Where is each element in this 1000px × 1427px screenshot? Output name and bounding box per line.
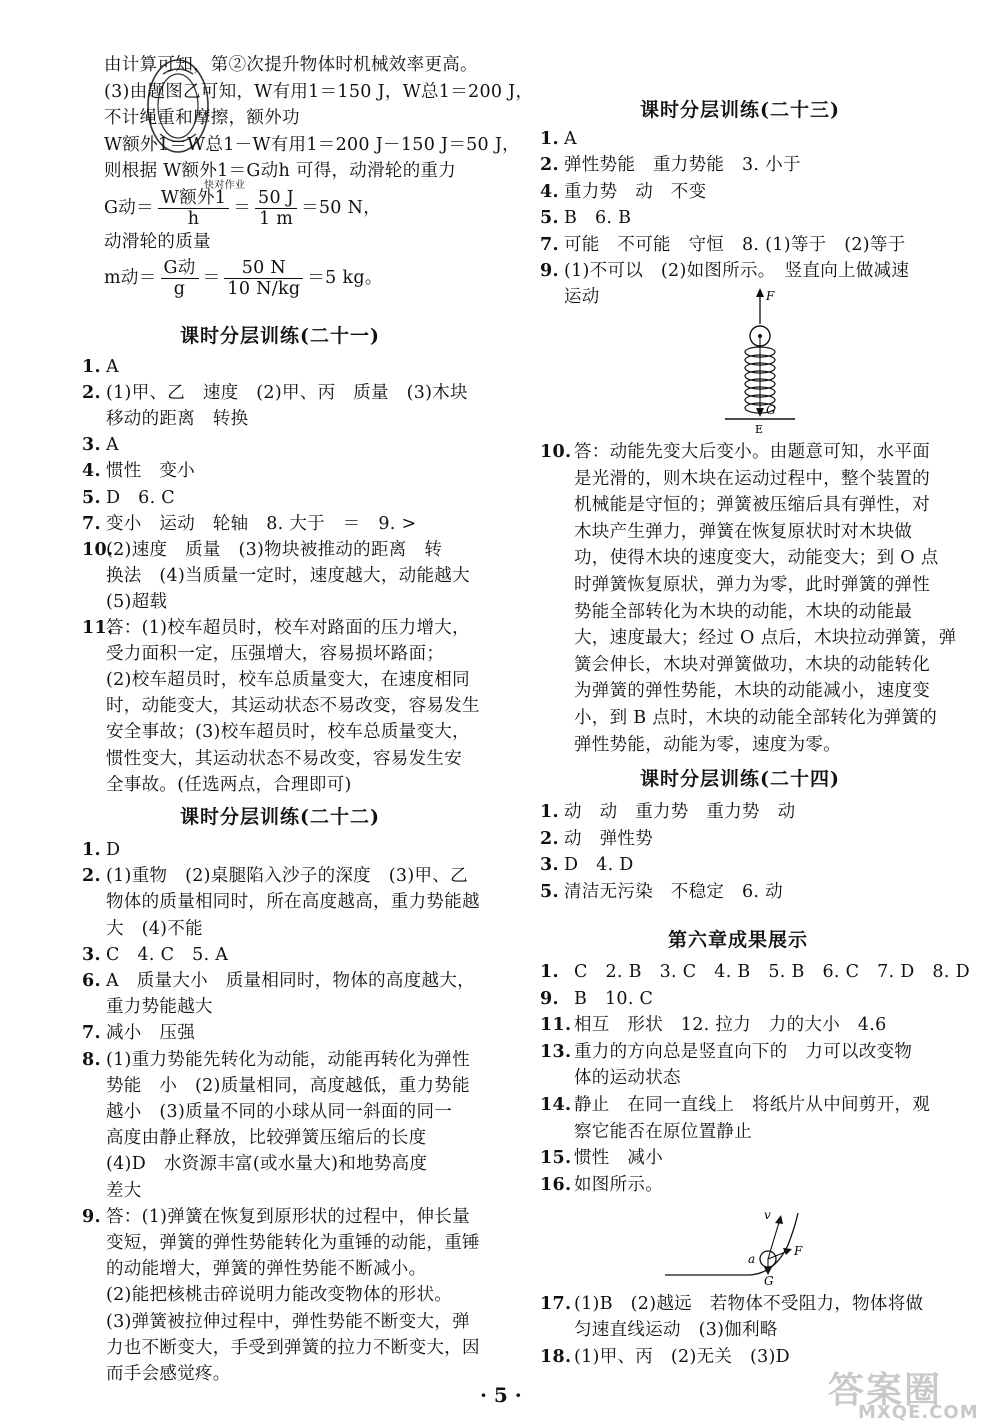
spring-force-diagram	[720, 286, 800, 436]
page-number: · 5 ·	[480, 1383, 522, 1407]
sec23b-item-line	[540, 440, 930, 464]
sec23-item-text: A	[564, 129, 577, 149]
section-title-24: 课时分层训练(二十四)	[640, 768, 840, 790]
sec23b-item-line	[540, 653, 930, 677]
sec22-item-line	[82, 995, 213, 1019]
sec21-item-number: 4.	[82, 461, 101, 482]
sec21-item-number: 7.	[82, 513, 101, 534]
intro-line-4: W额外1＝W总1－W有用1＝200 J－150 J＝50 J，	[104, 135, 520, 155]
chapter-6-title: 第六章成果展示	[668, 929, 809, 951]
intro-line-1: 由计算可知，第②次提升物体时机械效率更高。	[104, 55, 478, 75]
sec21-item-number: 11.	[82, 618, 114, 638]
sec22-item-line	[82, 1336, 480, 1360]
sec22-item-number: 1.	[82, 840, 101, 860]
sec21-item-line	[82, 355, 119, 379]
sec23-item-line	[540, 285, 600, 309]
ch6b-item-text: (1)B (2)越远 若物体不受阻力，物体将做	[574, 1294, 924, 1314]
ch6-item-text: 体的运动状态	[574, 1068, 681, 1089]
sec22-item-text: 而手会感觉疼。	[106, 1364, 231, 1384]
ch6b-item-text: 匀速直线运动 (3)伽利略	[574, 1320, 778, 1341]
sec22-item-text: 答：(1)弹簧在恢复到原形状的过程中，伸长量	[106, 1206, 470, 1227]
sec22-item-number: 2.	[82, 866, 101, 887]
ch6b-item-line	[540, 1318, 778, 1342]
sec21-item-line	[82, 694, 480, 718]
ch6-item-line	[540, 1040, 912, 1064]
ch6-item-text: 如图所示。	[574, 1174, 663, 1195]
sec22-item-text: 差大	[106, 1180, 142, 1201]
sec22-item-line	[82, 1257, 426, 1281]
ch6b-item-number: 17.	[540, 1294, 572, 1314]
ch6-item-line	[540, 1066, 681, 1090]
ch6-item-number: 14.	[540, 1095, 572, 1115]
sec22-item-line	[82, 1310, 470, 1334]
sec22-item-text: 的动能增大，弹簧的弹性势能不断减小。	[106, 1259, 427, 1280]
sec22-item-number: 7.	[82, 1023, 101, 1044]
sec21-item-line	[82, 538, 442, 562]
sec21-item-text: (1)甲、乙 速度 (2)甲、丙 质量 (3)木块	[106, 383, 468, 404]
sec23-item-text: 重力势 动 不变	[564, 181, 707, 202]
ch6b-item-number: 18.	[540, 1346, 572, 1367]
sec23-item-text: 运动	[564, 287, 600, 308]
ground-e-label: E	[755, 423, 764, 436]
sec22-item-text: 变短，弹簧的弹性势能转化为重锤的动能，重锤	[106, 1233, 480, 1253]
sec22-item-text: C 4. C 5. A	[106, 944, 229, 965]
sec23b-item-text: 大，速度最大；经过 O 点后，木块拉动弹簧，弹	[574, 628, 957, 649]
sec21-item-text: A	[106, 357, 119, 377]
intro-line-2: (3)由题图乙可知，W有用1＝150 J，W总1＝200 J，	[104, 82, 534, 102]
sec23-item-line	[540, 259, 909, 283]
sec22-item-line	[82, 1362, 231, 1386]
sec23-item-line	[540, 127, 577, 151]
ch6-item-text: C 2. B 3. C 4. B 5. B 6. C 7. D 8. D	[574, 962, 970, 982]
sec21-item-text: A	[106, 435, 119, 456]
sec22-item-line	[82, 917, 203, 941]
watermark-url: MXQE.COM	[858, 1402, 979, 1423]
intro-line-3: 不计绳重和摩擦，额外功	[104, 108, 300, 128]
sec21-item-number: 10.	[82, 539, 114, 560]
ch6-item-line	[540, 960, 970, 984]
ch6-item-text: 察它能否在原位置静止	[574, 1121, 752, 1142]
sec22-item-line	[82, 1126, 426, 1150]
sec22-item-line	[82, 969, 475, 993]
sec24-item-number: 3.	[540, 855, 559, 876]
sec23b-item-line	[540, 626, 956, 650]
sec22-item-line	[82, 1179, 142, 1203]
sec22-item-text: 高度由静止释放，比较弹簧压缩后的长度	[106, 1128, 427, 1149]
sec23b-item-text: 时弹簧恢复原状，弹力为零，此时弹簧的弹性	[574, 575, 930, 595]
sec23-item-number: 1.	[540, 129, 559, 149]
sec21-item-line	[82, 512, 416, 536]
sec23-item-text: 弹性势能 重力势能 3. 小于	[564, 155, 801, 176]
ch6-item-text: 重力的方向总是竖直向下的 力可以改变物	[574, 1041, 913, 1062]
sec22-item-line	[82, 838, 120, 862]
sec24-item-number: 1.	[540, 802, 559, 822]
sec21-item-text: (2)速度 质量 (3)物块被推动的距离 转	[106, 539, 443, 560]
ch6-item-number: 1.	[540, 962, 559, 982]
sec22-item-text: (1)重力势能先转化为动能，动能再转化为弹性	[106, 1049, 470, 1070]
sec23b-item-line	[540, 600, 912, 624]
ch6b-item-text: (1)甲、丙 (2)无关 (3)D	[574, 1346, 790, 1367]
sec21-item-text: 全事故。(任选两点，合理即可)	[106, 774, 352, 795]
point-a-label: a	[748, 1252, 756, 1266]
sec22-item-text: 势能 小 (2)质量相同，高度越低，重力势能	[106, 1075, 470, 1096]
sec23-item-number: 4.	[540, 181, 559, 202]
stamp-text: 快对作业	[204, 180, 246, 191]
sec21-item-line	[82, 773, 352, 797]
sec22-item-text: (2)能把核桃击碎说明力能改变物体的形状。	[106, 1285, 453, 1306]
sec23-item-line	[540, 153, 801, 177]
gravity-g-label: G	[766, 403, 776, 417]
sec24-item-line	[540, 800, 795, 824]
sec21-item-line	[82, 642, 444, 666]
sec22-item-line	[82, 890, 480, 914]
sec24-item-text: 清洁无污染 不稳定 6. 动	[564, 882, 783, 903]
sec21-item-text: 惯性 变小	[106, 461, 195, 482]
ch6-item-number: 16.	[540, 1174, 572, 1195]
sec24-item-number: 5.	[540, 882, 559, 903]
sec23-item-line	[540, 206, 631, 230]
ch6-item-line	[540, 1013, 887, 1037]
sec23b-item-text: 为弹簧的弹性势能，木块的动能减小，速度变	[574, 681, 930, 702]
sec22-item-text: 大 (4)不能	[106, 918, 203, 939]
sec23b-item-line	[540, 493, 930, 517]
sec24-item-number: 2.	[540, 828, 559, 849]
sec23b-item-text: 簧会伸长，木块对弹簧做功，木块的动能转化	[574, 654, 930, 675]
sec23b-item-text: 答：动能先变大后变小。由题意可知，水平面	[574, 442, 930, 462]
sec22-item-line	[82, 1231, 480, 1255]
sec21-item-text: 惯性变大，其运动状态不易改变，容易发生安	[106, 748, 462, 769]
sec21-item-line	[82, 590, 167, 614]
sec23-item-number: 7.	[540, 234, 559, 255]
mass-label: 动滑轮的质量	[104, 232, 211, 252]
sec23b-item-line	[540, 679, 930, 703]
sec23-item-number: 5.	[540, 208, 559, 229]
ch6-item-number: 13.	[540, 1041, 572, 1062]
ch6-item-line	[540, 1146, 663, 1170]
sec23b-item-line	[540, 706, 937, 730]
sec21-item-line	[82, 381, 468, 405]
sec22-item-line	[82, 1205, 470, 1229]
sec23-item-number: 9.	[540, 261, 559, 281]
section-title-21: 课时分层训练(二十一)	[180, 325, 380, 347]
sec22-item-text: 力也不断变大，手受到弹簧的拉力不断变大，因	[106, 1337, 480, 1358]
sec24-item-text: 动 弹性势	[564, 828, 653, 849]
ch6-item-text: 惯性 减小	[574, 1148, 663, 1169]
sec21-item-text: 答：(1)校车超员时，校车对路面的压力增大，	[106, 618, 470, 638]
sec22-item-number: 3.	[82, 944, 101, 965]
sec21-item-line	[82, 459, 195, 483]
sec22-item-line	[82, 943, 228, 967]
sec21-item-number: 1.	[82, 357, 101, 377]
sec23b-item-text: 势能全部转化为木块的动能，木块的动能最	[574, 601, 913, 622]
sec21-item-number: 5.	[82, 487, 101, 508]
watermark-logo: 答案圈	[828, 1370, 943, 1411]
force-f-label: F	[766, 289, 775, 303]
sec22-item-line	[82, 1152, 427, 1176]
sec21-item-text: (5)超载	[106, 591, 168, 612]
sec22-item-text: 物体的质量相同时，所在高度越高，重力势能越	[106, 892, 480, 913]
sec22-item-line	[82, 1283, 452, 1307]
sec22-item-line	[82, 1021, 195, 1045]
sec22-item-text: 越小 (3)质量不同的小球从同一斜面的同一	[106, 1102, 453, 1122]
sec22-item-line	[82, 1074, 470, 1098]
sec21-item-text: 变小 运动 轮轴 8. 大于 ＝ 9. >	[106, 513, 417, 534]
sec22-item-line	[82, 864, 468, 888]
sec23b-item-line	[540, 573, 930, 597]
sec21-item-line	[82, 433, 119, 457]
sec21-item-line	[82, 486, 175, 510]
sec21-item-text: 安全事故；(3)校车超员时，校车总质量变大，	[106, 722, 470, 743]
sec23b-item-number: 10.	[540, 442, 572, 462]
ch6-item-text: B 10. C	[574, 988, 654, 1009]
sec23b-item-line	[540, 733, 841, 757]
formula-mass: m动＝ $\frac{\text{G动}}{g}$ ＝ $\frac{50 N}{10 N/kg}$ ＝5 kg。	[104, 258, 383, 299]
sec22-item-text: (4)D 水资源丰富(或水量大)和地势高度	[106, 1154, 428, 1175]
sec21-item-line	[82, 720, 470, 744]
sec22-item-number: 6.	[82, 971, 101, 991]
ch6b-item-line	[540, 1292, 923, 1316]
sec21-item-line	[82, 668, 470, 692]
sec22-item-text: 重力势能越大	[106, 997, 213, 1018]
sec22-item-text: 减小 压强	[106, 1023, 195, 1044]
force-f2-label: F	[794, 1244, 803, 1258]
sec23b-item-text: 机械能是守恒的；弹簧被压缩后具有弹性，对	[574, 495, 930, 516]
velocity-v-label: v	[764, 1208, 771, 1222]
ch6-item-number: 9.	[540, 988, 559, 1009]
sec24-item-line	[540, 880, 783, 904]
intro-line-5: 则根据 W额外1＝G动h 可得，动滑轮的重力	[104, 161, 457, 181]
sec21-item-text: (2)校车超员时，校车总质量变大，在速度相同	[106, 670, 470, 691]
sec23-item-text: (1)不可以 (2)如图所示。 竖直向上做减速	[564, 261, 910, 281]
sec23b-item-line	[540, 520, 912, 544]
sec23b-item-text: 小，到 B 点时，木块的动能全部转化为弹簧的	[574, 708, 938, 728]
sec21-item-text: 移动的距离 转换	[106, 409, 249, 430]
ch6-item-line	[540, 1173, 663, 1197]
sec21-item-number: 2.	[82, 383, 101, 404]
section-title-22: 课时分层训练(二十二)	[180, 806, 380, 828]
section-title-23: 课时分层训练(二十三)	[640, 99, 840, 121]
sec23-item-text: B 6. B	[564, 208, 632, 229]
ch6-item-line	[540, 1093, 930, 1117]
ch6-item-number: 11.	[540, 1015, 572, 1036]
sec23b-item-line	[540, 467, 930, 491]
sec23-item-number: 2.	[540, 155, 559, 176]
ch6-item-text: 相互 形状 12. 拉力 力的大小 4.6	[574, 1015, 887, 1036]
sec22-item-number: 9.	[82, 1206, 101, 1227]
sec21-item-line	[82, 564, 470, 588]
ch6-item-text: 静止 在同一直线上 将纸片从中间剪开，观	[574, 1095, 930, 1115]
sec24-item-line	[540, 827, 653, 851]
sec21-item-line	[82, 407, 248, 431]
ch6-item-number: 15.	[540, 1148, 572, 1169]
sec22-item-text: A 质量大小 质量相同时，物体的高度越大，	[106, 971, 475, 991]
sec23-item-text: 可能 不可能 守恒 8. (1)等于 (2)等于	[564, 234, 906, 255]
ch6b-item-line	[540, 1345, 790, 1369]
sec22-item-text: (1)重物 (2)桌腿陷入沙子的深度 (3)甲、乙	[106, 866, 468, 887]
sec21-item-line	[82, 747, 462, 771]
sec21-item-line	[82, 616, 470, 640]
sec21-item-text: D 6. C	[106, 487, 175, 508]
sec23b-item-line	[540, 546, 939, 570]
sec23b-item-text: 弹性势能，动能为零，速度为零。	[574, 734, 841, 755]
sec24-item-line	[540, 853, 634, 877]
sec23b-item-text: 功，使得木块的速度变大，动能变大；到 O 点	[574, 548, 939, 569]
ch6-item-line	[540, 987, 653, 1011]
sec23-item-line	[540, 180, 706, 204]
sec24-item-text: D 4. D	[564, 855, 634, 876]
ch6-item-line	[540, 1120, 752, 1144]
sec23b-item-text: 是光滑的，则木块在运动过程中，整个装置的	[574, 468, 930, 489]
sec21-item-text: 受力面积一定，压强增大，容易损坏路面；	[106, 644, 445, 665]
sec23b-item-text: 木块产生弹力，弹簧在恢复原状时对木块做	[574, 521, 913, 542]
sec24-item-text: 动 动 重力势 重力势 动	[564, 802, 796, 822]
curved-track-diagram	[660, 1205, 820, 1285]
sec21-item-text: 时，动能变大，其运动状态不易改变，容易发生	[106, 696, 480, 717]
formula-gravity: G动＝ $\frac{\text{W额外1}}{h}$ ＝ $\frac{50 J}{1 m}$ ＝50 N，	[104, 188, 382, 229]
gravity-g2-label: G	[764, 1274, 774, 1285]
sec22-item-line	[82, 1048, 470, 1072]
sec22-item-line	[82, 1100, 452, 1124]
sec22-item-number: 8.	[82, 1049, 101, 1070]
sec22-item-text: (3)弹簧被拉伸过程中，弹性势能不断变大，弹	[106, 1311, 470, 1332]
sec21-item-number: 3.	[82, 435, 101, 456]
sec23-item-line	[540, 233, 906, 257]
sec21-item-text: 换法 (4)当质量一定时，速度越大，动能越大	[106, 565, 470, 586]
sec22-item-text: D	[106, 840, 121, 860]
